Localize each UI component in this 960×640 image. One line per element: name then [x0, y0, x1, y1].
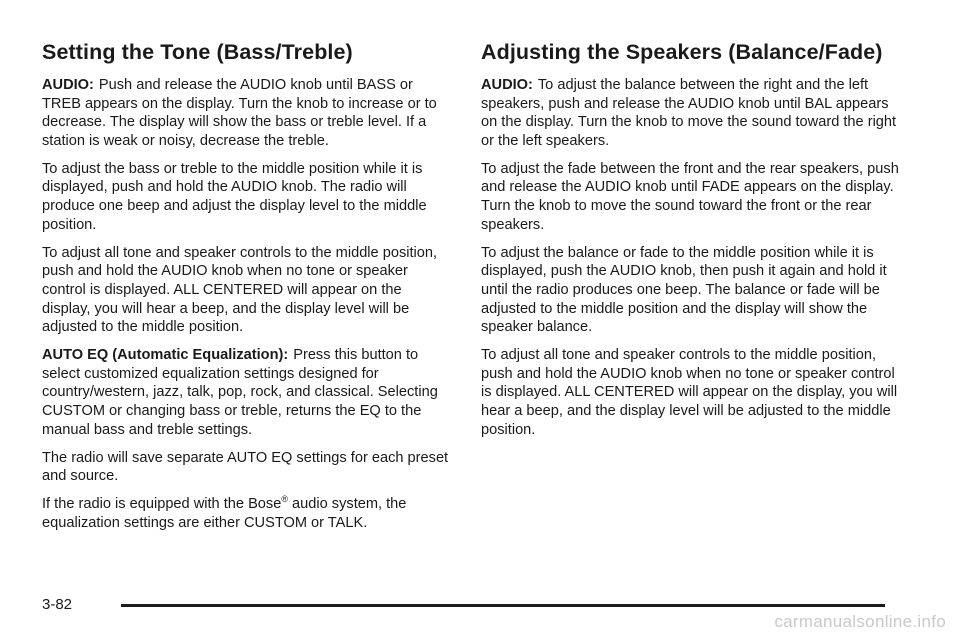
paragraph-text: Push and release the AUDIO knob until BASS or TREB appears on the display. Turn the knob to increase or to decrease. The display will show the bass or treble level. If a station is weak or noisy, decrease the treble. [42, 77, 437, 149]
registered-mark: ® [281, 494, 288, 505]
term-audio: AUDIO: [42, 77, 94, 93]
term-auto-eq: AUTO EQ (Automatic Equalization): [42, 347, 289, 364]
footer-rule [121, 604, 885, 607]
paragraph-fade: To adjust the fade between the front and the rear speakers, push and release the AUDIO knob until FADE appears on the display. Turn the knob to move the sound toward the front or the rear speakers. [481, 160, 899, 233]
page-number: 3-82 [42, 596, 73, 613]
right-column [481, 40, 901, 449]
paragraph-balance-middle: To adjust the balance or fade to the middle position while it is displayed, push the AUDIO knob, then push it again and hold it until the radio produces one beep. The balance or fade will be adjusted to the middle position and the display will show the speaker balance. [481, 244, 887, 336]
left-column [42, 40, 452, 542]
section-heading-speakers: Adjusting the Speakers (Balance/Fade) [481, 40, 883, 64]
paragraph-all-centered: To adjust all tone and speaker controls to the middle position, push and hold the AUDIO knob when no tone or speaker control is displayed. ALL CENTERED will appear on the display, you will hear a beep, and the display level will be adjusted to the middle position. [481, 347, 898, 438]
paragraph-text: To adjust the balance between the right and the left speakers, push and release the AUDIO knob until BAL appears on the display. Turn the knob to move the sound toward the right or the left speakers. [481, 77, 897, 149]
paragraph-text: If the radio is equipped with the Bose [42, 496, 282, 513]
term-audio: AUDIO: [481, 77, 533, 93]
watermark: carmanualsonline.info [774, 612, 946, 631]
paragraph-all-centered: To adjust all tone and speaker controls to the middle position, push and hold the AUDIO knob when no tone or speaker control is displayed. ALL CENTERED will appear on the display, you will hear a beep, and the display level will be adjusted to the middle position. [42, 244, 438, 336]
paragraph-save-settings: The radio will save separate AUTO EQ settings for each preset and source. [42, 449, 449, 485]
paragraph-text: audio system, the equalization settings are either CUSTOM or TALK. [42, 496, 407, 531]
section-heading-tone: Setting the Tone (Bass/Treble) [42, 40, 353, 64]
paragraph-text: Press this button to select customized equalization settings designed for country/western, jazz, talk, pop, rock, and classical. Selecting CUSTOM or changing bass or treble, returns the EQ to the manual bass and treble settings. [42, 347, 438, 438]
paragraph-middle-position: To adjust the bass or treble to the middle position while it is displayed, push and hold the AUDIO knob. The radio will produce one beep and adjust the display level to the middle position. [42, 160, 427, 233]
paragraph-audio-balance [481, 76, 901, 150]
paragraph-bose [42, 495, 452, 532]
paragraph-audio-tone [42, 76, 452, 150]
paragraph-auto-eq [42, 346, 452, 439]
